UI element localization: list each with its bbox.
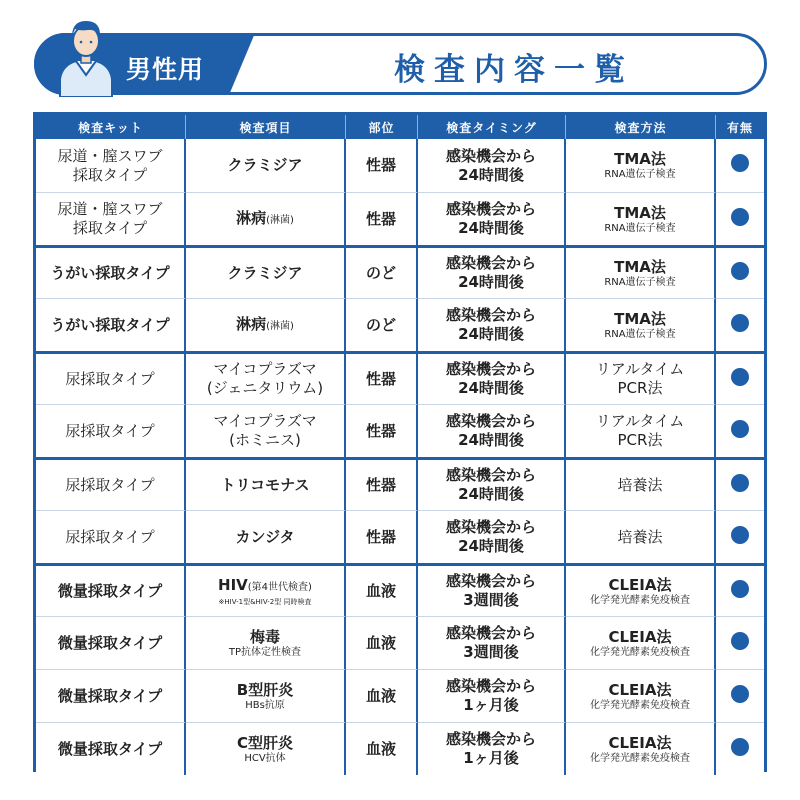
timing-cell — [418, 510, 566, 563]
table-row — [36, 457, 764, 510]
kit-line: 尿採取タイプ — [65, 369, 155, 388]
timing-line: 感染機会から — [445, 200, 536, 218]
test-table-frame — [33, 112, 767, 772]
availability-cell — [716, 404, 764, 457]
availability-cell — [716, 563, 764, 616]
column-header-item: 検査項目 — [186, 115, 346, 139]
available-dot-icon — [731, 580, 749, 598]
table-row — [36, 245, 764, 298]
item-name: 梅毒 — [249, 627, 280, 646]
method-name: TMA法 — [614, 257, 666, 276]
kit-line: 尿採取タイプ — [65, 475, 155, 494]
timing-cell — [418, 404, 566, 457]
male-user-icon — [54, 13, 118, 97]
kit-line: うがい採取タイプ — [50, 315, 170, 334]
timing-cell — [418, 722, 566, 775]
item-sub: (淋菌) — [266, 214, 294, 226]
kit-cell — [36, 192, 186, 245]
item-cell — [186, 298, 346, 351]
table-body — [36, 139, 764, 775]
available-dot-icon — [731, 262, 749, 280]
item-variant: (ジェニタリウム) — [206, 379, 324, 397]
available-dot-icon — [731, 208, 749, 226]
timing-line: 24時間後 — [458, 325, 524, 343]
timing-cell — [418, 457, 566, 510]
item-cell — [186, 510, 346, 563]
method-sub: RNA遺伝子検査 — [604, 328, 676, 340]
item-name: トリコモナス — [220, 475, 310, 494]
kit-line: 尿採取タイプ — [65, 527, 155, 546]
part-cell: 性器 — [346, 139, 418, 192]
method-sub: RNA遺伝子検査 — [604, 222, 676, 234]
kit-cell — [36, 139, 186, 192]
item-variant: (ホミニス) — [229, 431, 301, 449]
item-sub: (第4世代検査) — [247, 581, 312, 593]
timing-line: 感染機会から — [445, 572, 536, 590]
method-name: TMA法 — [614, 203, 666, 222]
table-row — [36, 404, 764, 457]
timing-line: 感染機会から — [445, 254, 536, 272]
method-cell — [566, 722, 716, 775]
method-sub: 化学発光酵素免疫検査 — [590, 699, 690, 711]
method-name: TMA法 — [614, 150, 666, 168]
timing-line: 24時間後 — [458, 219, 524, 237]
timing-line: 3週間後 — [463, 643, 519, 661]
availability-cell — [716, 192, 764, 245]
method-cell — [566, 563, 716, 616]
kit-cell — [36, 298, 186, 351]
page-header — [34, 31, 767, 97]
test-table — [36, 115, 764, 775]
kit-line: 採取タイプ — [72, 165, 148, 184]
kit-cell — [36, 245, 186, 298]
kit-line: うがい採取タイプ — [50, 263, 170, 282]
method-name: リアルタイム — [595, 412, 685, 430]
item-name — [188, 576, 342, 597]
part-cell: 血液 — [346, 563, 418, 616]
kit-line: 尿道・膣スワブ — [57, 200, 163, 218]
timing-cell — [418, 245, 566, 298]
kit-cell — [36, 510, 186, 563]
kit-line: 尿道・膣スワブ — [57, 146, 163, 165]
method-cell — [566, 139, 716, 192]
method-cell — [566, 669, 716, 722]
method-sub: RNA遺伝子検査 — [604, 276, 676, 288]
method-name: 培養法 — [617, 527, 663, 546]
method-name: CLEIA法 — [608, 680, 672, 699]
item-name-text: HIV — [218, 575, 248, 594]
part-cell: のど — [346, 298, 418, 351]
kit-cell — [36, 563, 186, 616]
timing-line: 24時間後 — [458, 379, 524, 397]
kit-line: 尿採取タイプ — [65, 421, 155, 440]
page-title: 検査内容一覧 — [394, 52, 634, 88]
kit-cell — [36, 457, 186, 510]
kit-line: 微量採取タイプ — [57, 633, 163, 652]
item-name: カンジタ — [235, 527, 295, 546]
method-cell — [566, 192, 716, 245]
kit-line: 採取タイプ — [72, 219, 148, 237]
item-name: 淋病 — [236, 208, 267, 227]
available-dot-icon — [731, 738, 749, 756]
timing-line: 1ヶ月後 — [463, 696, 519, 714]
method-cell — [566, 510, 716, 563]
method-cell — [566, 404, 716, 457]
part-cell: のど — [346, 245, 418, 298]
timing-cell — [418, 616, 566, 669]
method-cell — [566, 616, 716, 669]
kit-cell — [36, 722, 186, 775]
availability-cell — [716, 139, 764, 192]
timing-cell — [418, 351, 566, 404]
availability-cell — [716, 616, 764, 669]
timing-cell — [418, 192, 566, 245]
available-dot-icon — [731, 420, 749, 438]
category-badge — [34, 33, 229, 95]
timing-line: 24時間後 — [458, 485, 524, 503]
timing-line: 感染機会から — [445, 466, 536, 484]
item-cell — [186, 669, 346, 722]
kit-cell — [36, 669, 186, 722]
method-sub: PCR法 — [617, 379, 663, 397]
method-name: 培養法 — [617, 475, 663, 494]
timing-line: 感染機会から — [445, 146, 536, 165]
available-dot-icon — [731, 526, 749, 544]
method-cell — [566, 457, 716, 510]
available-dot-icon — [731, 632, 749, 650]
part-cell: 血液 — [346, 722, 418, 775]
item-name: 淋病 — [236, 314, 267, 333]
column-header-method: 検査方法 — [566, 115, 716, 139]
availability-cell — [716, 457, 764, 510]
item-sub: (淋菌) — [266, 320, 294, 332]
method-name: CLEIA法 — [608, 627, 672, 646]
method-sub: RNA遺伝子検査 — [604, 169, 676, 180]
table-row — [36, 563, 764, 616]
table-header-row — [36, 115, 764, 139]
table-row — [36, 669, 764, 722]
part-cell: 性器 — [346, 404, 418, 457]
method-sub: 化学発光酵素免疫検査 — [590, 594, 690, 606]
timing-line: 感染機会から — [445, 306, 536, 324]
timing-line: 感染機会から — [445, 677, 536, 695]
column-header-timing: 検査タイミング — [418, 115, 566, 139]
timing-cell — [418, 563, 566, 616]
timing-line: 感染機会から — [445, 730, 536, 748]
method-name: CLEIA法 — [608, 733, 672, 752]
method-name: CLEIA法 — [608, 575, 672, 594]
method-sub: PCR法 — [617, 431, 663, 449]
item-cell — [186, 245, 346, 298]
kit-line: 微量採取タイプ — [57, 686, 163, 705]
timing-line: 24時間後 — [458, 537, 524, 555]
item-cell — [186, 563, 346, 616]
item-cell — [186, 351, 346, 404]
item-note: ※HIV-1型&HIV-2型 同時検査 — [218, 597, 312, 606]
column-header-availability: 有無 — [716, 115, 764, 139]
method-cell — [566, 245, 716, 298]
part-cell: 性器 — [346, 510, 418, 563]
timing-line: 24時間後 — [458, 273, 524, 291]
item-name: クラミジア — [227, 263, 303, 282]
item-name: B型肝炎 — [236, 680, 294, 699]
timing-line: 3週間後 — [463, 591, 519, 609]
available-dot-icon — [731, 685, 749, 703]
item-name: マイコプラズマ — [213, 412, 317, 430]
item-cell — [186, 457, 346, 510]
item-sub: HCV抗体 — [244, 752, 286, 764]
item-sub: TP抗体定性検査 — [228, 646, 302, 658]
part-cell: 血液 — [346, 616, 418, 669]
column-header-part: 部位 — [346, 115, 418, 139]
item-sub: HBs抗原 — [245, 699, 285, 711]
available-dot-icon — [731, 474, 749, 492]
method-cell — [566, 351, 716, 404]
kit-cell — [36, 616, 186, 669]
table-row — [36, 351, 764, 404]
kit-cell — [36, 351, 186, 404]
availability-cell — [716, 245, 764, 298]
method-sub: 化学発光酵素免疫検査 — [590, 646, 690, 658]
kit-line: 微量採取タイプ — [57, 739, 163, 758]
item-cell — [186, 616, 346, 669]
timing-cell — [418, 298, 566, 351]
available-dot-icon — [731, 314, 749, 332]
availability-cell — [716, 669, 764, 722]
table-row — [36, 616, 764, 669]
availability-cell — [716, 510, 764, 563]
column-header-kit: 検査キット — [36, 115, 186, 139]
timing-line: 24時間後 — [458, 431, 524, 449]
table-row — [36, 139, 764, 192]
item-cell — [186, 192, 346, 245]
method-name: TMA法 — [614, 309, 666, 328]
timing-line: 感染機会から — [445, 518, 536, 536]
table-row — [36, 298, 764, 351]
timing-line: 感染機会から — [445, 412, 536, 430]
badge-label: 男性用 — [126, 55, 205, 84]
part-cell: 性器 — [346, 351, 418, 404]
timing-cell — [418, 669, 566, 722]
timing-line: 感染機会から — [445, 360, 536, 378]
item-cell — [186, 139, 346, 192]
item-cell — [186, 404, 346, 457]
availability-cell — [716, 722, 764, 775]
available-dot-icon — [731, 154, 749, 172]
item-cell — [186, 722, 346, 775]
table-row — [36, 722, 764, 775]
item-name: C型肝炎 — [236, 733, 293, 752]
item-name: クラミジア — [227, 156, 303, 174]
part-cell: 性器 — [346, 192, 418, 245]
kit-line: 微量採取タイプ — [57, 581, 163, 600]
item-name: マイコプラズマ — [213, 360, 317, 378]
method-cell — [566, 298, 716, 351]
part-cell: 性器 — [346, 457, 418, 510]
timing-line: 24時間後 — [458, 165, 524, 184]
method-sub: 化学発光酵素免疫検査 — [590, 752, 690, 764]
timing-cell — [418, 139, 566, 192]
kit-cell — [36, 404, 186, 457]
part-cell: 血液 — [346, 669, 418, 722]
method-name: リアルタイム — [595, 360, 685, 378]
table-row — [36, 192, 764, 245]
availability-cell — [716, 298, 764, 351]
timing-line: 感染機会から — [445, 624, 536, 642]
availability-cell — [716, 351, 764, 404]
table-row — [36, 510, 764, 563]
available-dot-icon — [731, 368, 749, 386]
timing-line: 1ヶ月後 — [463, 749, 519, 767]
